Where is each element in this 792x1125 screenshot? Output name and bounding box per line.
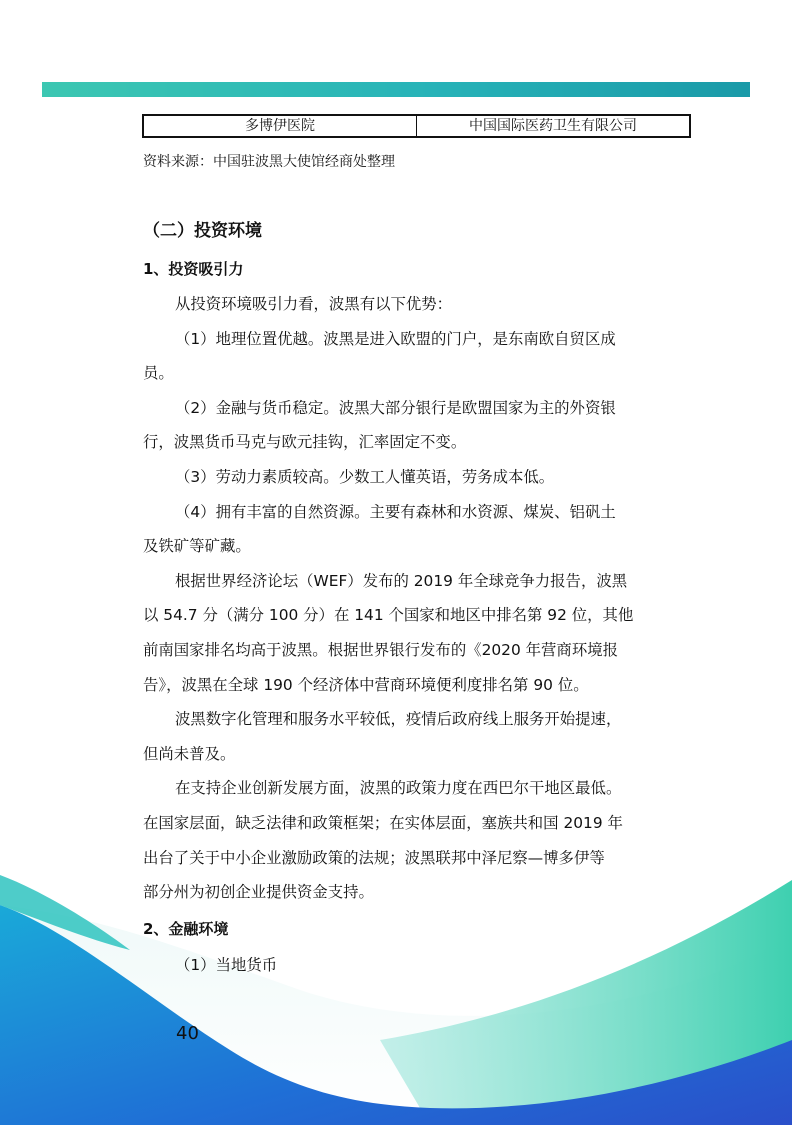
paragraph-line: 告》，波黑在全球 190 个经济体中营商环境便利度排名第 90 位。 [143, 675, 589, 694]
source-note: 资料来源：中国驻波黑大使馆经商处整理 [143, 154, 395, 170]
table-cell-company: 中国国际医药卫生有限公司 [417, 115, 691, 137]
paragraph-line: 部分州为初创企业提供资金支持。 [143, 883, 374, 902]
paragraph-line: （2）金融与货币稳定。波黑大部分银行是欧盟国家为主的外资银 [175, 398, 616, 417]
paragraph-line: 行，波黑货币马克与欧元挂钩，汇率固定不变。 [143, 433, 467, 452]
page-number: 40 [176, 1023, 199, 1044]
paragraph-line: 根据世界经济论坛（WEF）发布的 2019 年全球竞争力报告，波黑 [175, 571, 628, 590]
sub-heading-attractiveness: 1、投资吸引力 [143, 260, 244, 278]
paragraph-line: 员。 [143, 364, 174, 383]
paragraph-line: 但尚未普及。 [143, 744, 236, 763]
table-cell-hospital: 多博伊医院 [143, 115, 417, 137]
paragraph-line: 从投资环境吸引力看，波黑有以下优势： [175, 295, 453, 313]
paragraph-line: （1）地理位置优越。波黑是进入欧盟的门户，是东南欧自贸区成 [175, 329, 616, 348]
section-heading: （二）投资环境 [143, 221, 262, 241]
paragraph-line: 以 54.7 分（满分 100 分）在 141 个国家和地区中排名第 92 位，其他 [143, 606, 634, 625]
paragraph-line: 在支持企业创新发展方面，波黑的政策力度在西巴尔干地区最低。 [175, 779, 622, 798]
paragraph-line: 出台了关于中小企业激励政策的法规；波黑联邦中泽尼察—博多伊等 [143, 848, 605, 867]
item-local-currency: （1）当地货币 [175, 956, 278, 974]
paragraph-line: （4）拥有丰富的自然资源。主要有森林和水资源、煤炭、铝矾土 [175, 502, 616, 521]
paragraph-line: 及铁矿等矿藏。 [143, 537, 251, 556]
paragraph-line: 波黑数字化管理和服务水平较低，疫情后政府线上服务开始提速， [175, 710, 622, 729]
paragraph-line: 在国家层面，缺乏法律和政策框架；在实体层面，塞族共和国 2019 年 [143, 813, 623, 832]
paragraph-line: （3）劳动力素质较高。少数工人懂英语，劳务成本低。 [175, 467, 555, 486]
paragraph-line: 前南国家排名均高于波黑。根据世界银行发布的《2020 年营商环境报 [143, 640, 618, 659]
sub-heading-financial: 2、金融环境 [143, 920, 229, 938]
